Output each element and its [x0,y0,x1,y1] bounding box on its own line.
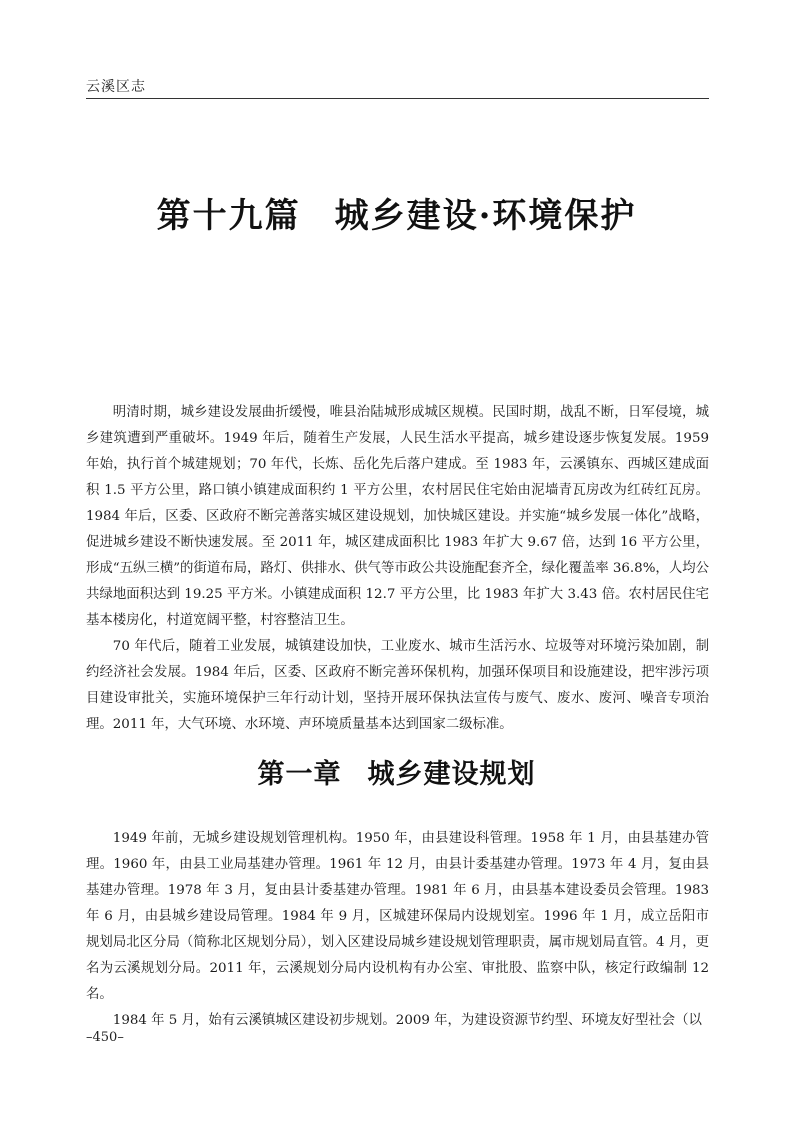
chapter-paragraph: 1949 年前，无城乡建设规划管理机构。1950 年，由县建设科管理。1958 年 1 月，由县基建办管理。1960 年，由县工业局基建办管理。1961 年 12 月，由县计委基建办管理。1973 年 4 月，复由县基建办管理。1978 年 3 月，复由县计委基建办管理。1981 年 6 月，由县基本建设委员会管理。1983 年 6 月，由县城乡建设局管理。1984 年 9 月，区城建环保局内设规划室。1996 年 1 月，成立岳阳市规划局北区分局（简称北区规划分局），划入区建设局城乡建设规划管理职责，属市规划局直管。4 月，更名为云溪规划分局。2011 年，云溪规划分局内设机构有办公室、审批股、监察中队，核定行政编制 12 名。 [86,831,709,1002]
intro-section [86,400,709,738]
part-title [0,188,793,237]
chapter-section [86,826,709,1034]
part-heading: 城乡建设·环境保护 [334,196,637,236]
part-number: 第十九篇 [156,196,301,236]
running-header: 云溪区志 [86,79,146,95]
chapter-paragraph: 1984 年 5 月，始有云溪镇城区建设初步规划。2009 年，为建设资源节约型、环境友好型社会（以 [112,1013,702,1028]
chapter-title [0,752,793,791]
page-number: –450– [86,1030,124,1045]
intro-paragraph: 明清时期，城乡建设发展曲折缓慢，唯县治陆城形成城区规模。民国时期，战乱不断，日军侵境，城乡建筑遭到严重破坏。1949 年后，随着生产发展，人民生活水平提高，城乡建设逐步恢复发展。1959 年始，执行首个城建规划；70 年代，长炼、岳化先后落户建成。至 1983 年，云溪镇东、西城区建成面积 1.5 平方公里，路口镇小镇建成面积约 1 平方公里，农村居民住宅始由泥墙青瓦房改为红砖红瓦房。1984 年后，区委、区政府不断完善落实城区建设规划，加快城区建设。并实施“城乡发展一体化”战略，促进城乡建设不断快速发展。至 2011 年，城区建成面积比 1983 年扩大 9.67 倍，达到 16 平方公里，形成“五纵三横”的街道布局，路灯、供排水、供气等市政公共设施配套齐全，绿化覆盖率 36.8%，人均公共绿地面积达到 19.25 平方米。小镇建成面积 12.7 平方公里，比 1983 年扩大 3.43 倍。农村居民住宅基本楼房化，村道宽阔平整，村容整洁卫生。 [86,405,709,628]
header-rule [86,98,709,99]
chapter-number: 第一章 [257,759,342,790]
intro-paragraph: 70 年代后，随着工业发展，城镇建设加快，工业废水、城市生活污水、垃圾等对环境污染加剧，制约经济社会发展。1984 年后，区委、区政府不断完善环保机构，加强环保项目和设施建设，把牢涉污项目建设审批关，实施环境保护三年行动计划，坚持开展环保执法宣传与废气、废水、废河、噪音专项治理。2011 年，大气环境、水环境、声环境质量基本达到国家二级标准。 [86,639,709,732]
chapter-heading: 城乡建设规划 [367,759,536,790]
